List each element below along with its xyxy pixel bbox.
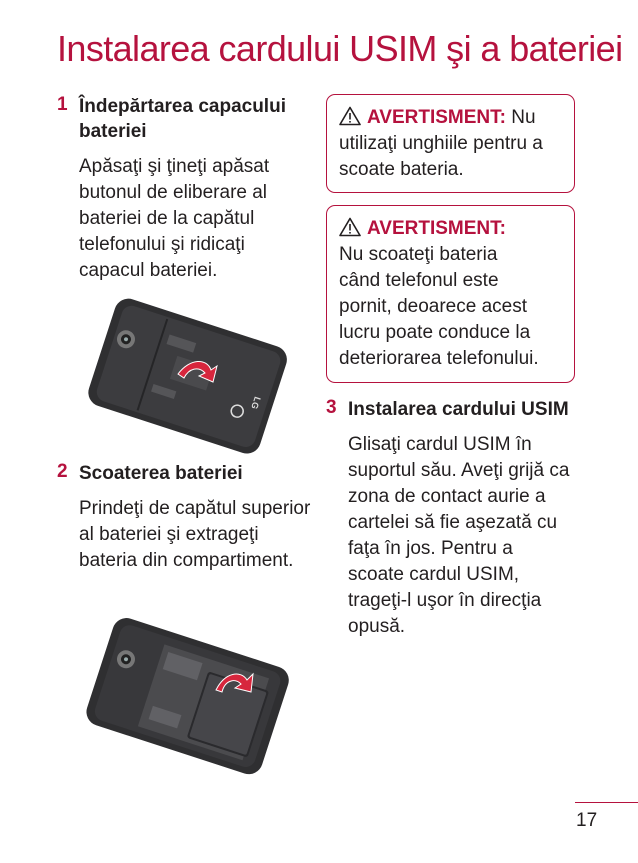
phone-brand-label: LG <box>249 395 263 411</box>
warning-text: Nu scoateţi bateria când telefonul este pornit, deoarece acest lucru poate conduce la deteriorarea telefonului. <box>339 244 539 369</box>
warning-box-phone-on <box>326 205 575 383</box>
step-heading: Îndepărtarea capacului bateriei <box>79 96 286 142</box>
step-body: Prindeţi de capătul superior al bateriei şi extrageţi bateria din compartiment. <box>79 498 311 571</box>
warning-text: Nu utilizaţi unghiile pentru a scoate bateria. <box>339 107 543 180</box>
warning-triangle-icon <box>339 106 361 126</box>
warning-box-fingernails <box>326 94 575 193</box>
warning-label: AVERTISMENT: <box>367 218 506 239</box>
phone-battery-removal-illustration <box>75 618 300 776</box>
step-body: Glisaţi cardul USIM în suportul său. Aveţi grijă ca zona de contact aurie a cartelei să fie aşezată cu faţa în jos. Pentru a scoate cardul USIM, trageţi-l uşor în direcţia opusă. <box>348 434 570 637</box>
page-title: Instalarea cardului USIM şi a bateriei <box>57 28 623 69</box>
page-number: 17 <box>576 810 598 831</box>
step-body: Apăsaţi şi ţineţi apăsat butonul de eliberare al bateriei de la capătul telefonului şi ridicaţi capacul bateriei. <box>79 156 270 281</box>
step-heading: Instalarea cardului USIM <box>348 399 569 420</box>
step-number: 3 <box>326 397 337 418</box>
step-number: 1 <box>57 94 68 115</box>
step-number: 2 <box>57 461 68 482</box>
page-number-rule <box>575 802 638 803</box>
step-heading: Scoaterea bateriei <box>79 463 243 484</box>
warning-triangle-icon <box>339 217 361 237</box>
step-2 <box>57 461 312 574</box>
warning-label: AVERTISMENT: <box>367 107 506 128</box>
phone-cover-removal-illustration <box>75 298 300 458</box>
step-3 <box>326 397 571 640</box>
step-1 <box>57 94 312 284</box>
